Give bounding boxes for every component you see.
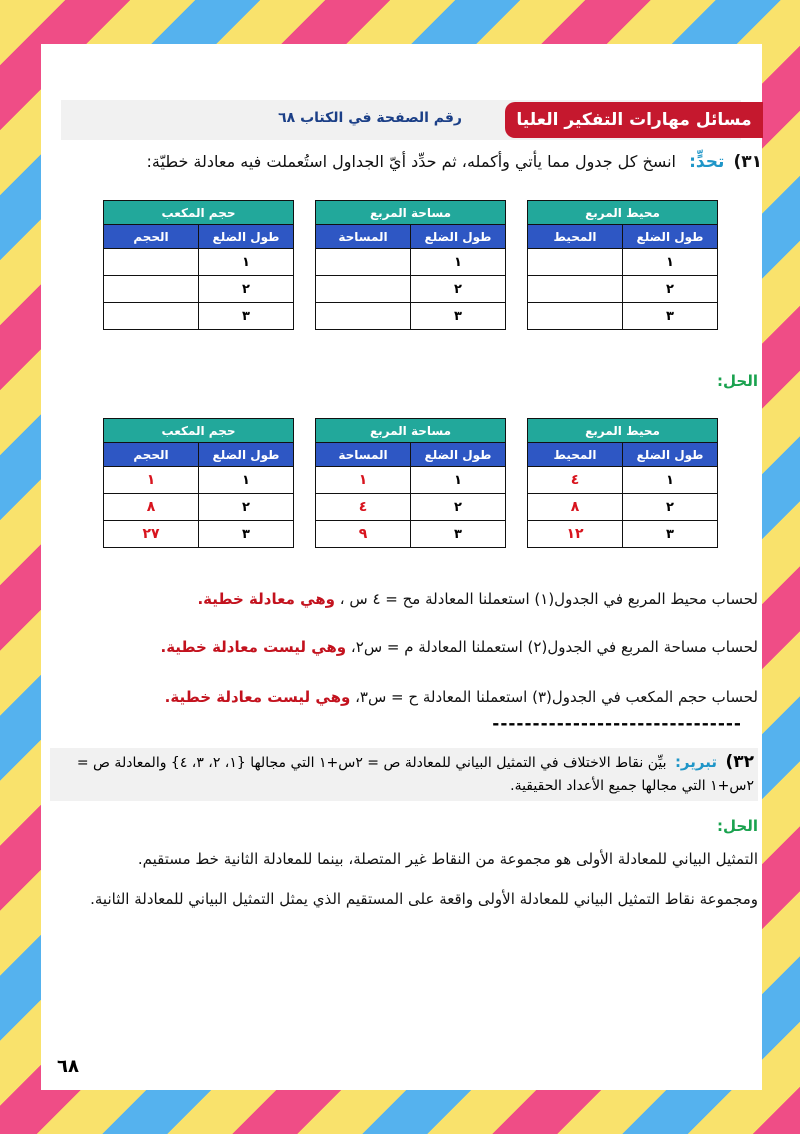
cell-answer: ١ xyxy=(104,467,199,494)
cell-side: ١ xyxy=(623,249,718,276)
cell-side: ٢ xyxy=(411,276,506,303)
cell-answer: ٤ xyxy=(528,467,623,494)
solution-text: لحساب مساحة المربع في الجدول(٢) استعملنا المعادلة م = س٢، xyxy=(346,638,758,656)
table-perimeter-solved xyxy=(527,418,718,548)
question-32 xyxy=(50,748,758,801)
cell-answer: ٨ xyxy=(528,494,623,521)
col-side: طول الضلع xyxy=(411,225,506,249)
page-number: ٦٨ xyxy=(57,1056,79,1077)
cell-side: ٢ xyxy=(199,276,294,303)
question-number: ٣٢) xyxy=(725,752,754,772)
cell-side: ٢ xyxy=(411,494,506,521)
table-caption: محيط المربع xyxy=(528,419,718,443)
table-area-blank xyxy=(315,200,506,330)
cell-answer: ٨ xyxy=(104,494,199,521)
question-tag: تبرير: xyxy=(674,753,717,771)
solution-conclusion: وهي ليست معادلة خطية. xyxy=(164,688,351,706)
cell-answer: ١ xyxy=(316,467,411,494)
cell-side: ٣ xyxy=(411,303,506,330)
table-caption: محيط المربع xyxy=(528,201,718,225)
table-caption: حجم المكعب xyxy=(104,201,294,225)
question-tag: تحدٍّ: xyxy=(689,152,725,172)
solution-line-1 xyxy=(197,590,758,608)
cell-side: ٣ xyxy=(199,521,294,548)
page xyxy=(41,44,762,1090)
solution-line-2 xyxy=(161,638,758,656)
question-text: انسخ كل جدول مما يأتي وأكمله، ثم حدِّد أيّ الجداول استُعملت فيه معادلة خطيّة: xyxy=(146,152,676,171)
cell-side: ٢ xyxy=(623,494,718,521)
book-page-reference: رقم الصفحة في الكتاب ٦٨ xyxy=(278,110,462,126)
table-caption: مساحة المربع xyxy=(316,201,506,225)
cell-empty xyxy=(104,303,199,330)
col-value: المحيط xyxy=(528,443,623,467)
cell-side: ٢ xyxy=(623,276,718,303)
cell-answer: ٩ xyxy=(316,521,411,548)
col-side: طول الضلع xyxy=(411,443,506,467)
col-side: طول الضلع xyxy=(623,225,718,249)
col-side: طول الضلع xyxy=(199,443,294,467)
cell-empty xyxy=(528,303,623,330)
col-value: الحجم xyxy=(104,443,199,467)
col-value: المساحة xyxy=(316,443,411,467)
cell-side: ٢ xyxy=(199,494,294,521)
cell-side: ٣ xyxy=(623,521,718,548)
cell-side: ٣ xyxy=(623,303,718,330)
table-area-solved xyxy=(315,418,506,548)
table-caption: مساحة المربع xyxy=(316,419,506,443)
cell-empty xyxy=(528,276,623,303)
cell-side: ٣ xyxy=(411,521,506,548)
cell-side: ١ xyxy=(199,467,294,494)
col-value: المساحة xyxy=(316,225,411,249)
col-side: طول الضلع xyxy=(199,225,294,249)
cell-empty xyxy=(316,276,411,303)
solution-text: لحساب محيط المربع في الجدول(١) استعملنا المعادلة مح = ٤ س ، xyxy=(334,590,758,608)
col-value: الحجم xyxy=(104,225,199,249)
solution-conclusion: وهي ليست معادلة خطية. xyxy=(160,638,347,656)
table-volume-solved xyxy=(103,418,294,548)
cell-side: ٣ xyxy=(199,303,294,330)
solution32-line-1: التمثيل البياني للمعادلة الأولى هو مجموعة من النقاط غير المتصلة، بينما للمعادلة الثانية خط مستقيم. xyxy=(137,850,758,868)
question-31 xyxy=(57,152,762,172)
cell-side: ١ xyxy=(411,467,506,494)
table-volume-blank xyxy=(103,200,294,330)
cell-answer: ٢٧ xyxy=(104,521,199,548)
section-title: مسائل مهارات التفكير العليا xyxy=(505,102,763,138)
solution-conclusion: وهي معادلة خطية. xyxy=(197,590,335,608)
cell-empty xyxy=(104,276,199,303)
solution32-line-2: ومجموعة نقاط التمثيل البياني للمعادلة الأولى واقعة على المستقيم الذي يمثل التمثيل البياني للمعادلة الثانية. xyxy=(90,890,758,908)
cell-side: ١ xyxy=(199,249,294,276)
cell-empty xyxy=(528,249,623,276)
solution-label: الحل: xyxy=(717,817,758,835)
col-side: طول الضلع xyxy=(623,443,718,467)
cell-answer: ٤ xyxy=(316,494,411,521)
cell-empty xyxy=(316,249,411,276)
col-value: المحيط xyxy=(528,225,623,249)
cell-empty xyxy=(104,249,199,276)
question-number: ٣١) xyxy=(733,152,762,172)
cell-answer: ١٢ xyxy=(528,521,623,548)
question-text: بيِّن نقاط الاختلاف في التمثيل البياني للمعادلة ص = ٢س+١ التي مجالها {١، ٢، ٣، ٤} والمعادلة ص = ٢س+١ التي مجالها جميع الأعداد الحقيقية. xyxy=(76,755,754,794)
cell-empty xyxy=(316,303,411,330)
solution-label: الحل: xyxy=(717,372,758,390)
cell-side: ١ xyxy=(411,249,506,276)
solution-text: لحساب حجم المكعب في الجدول(٣) استعملنا المعادلة ح = س٣، xyxy=(350,688,758,706)
solution-line-3 xyxy=(165,688,758,706)
divider: ------------------------------- xyxy=(492,714,742,734)
table-perimeter-blank xyxy=(527,200,718,330)
cell-side: ١ xyxy=(623,467,718,494)
table-caption: حجم المكعب xyxy=(104,419,294,443)
